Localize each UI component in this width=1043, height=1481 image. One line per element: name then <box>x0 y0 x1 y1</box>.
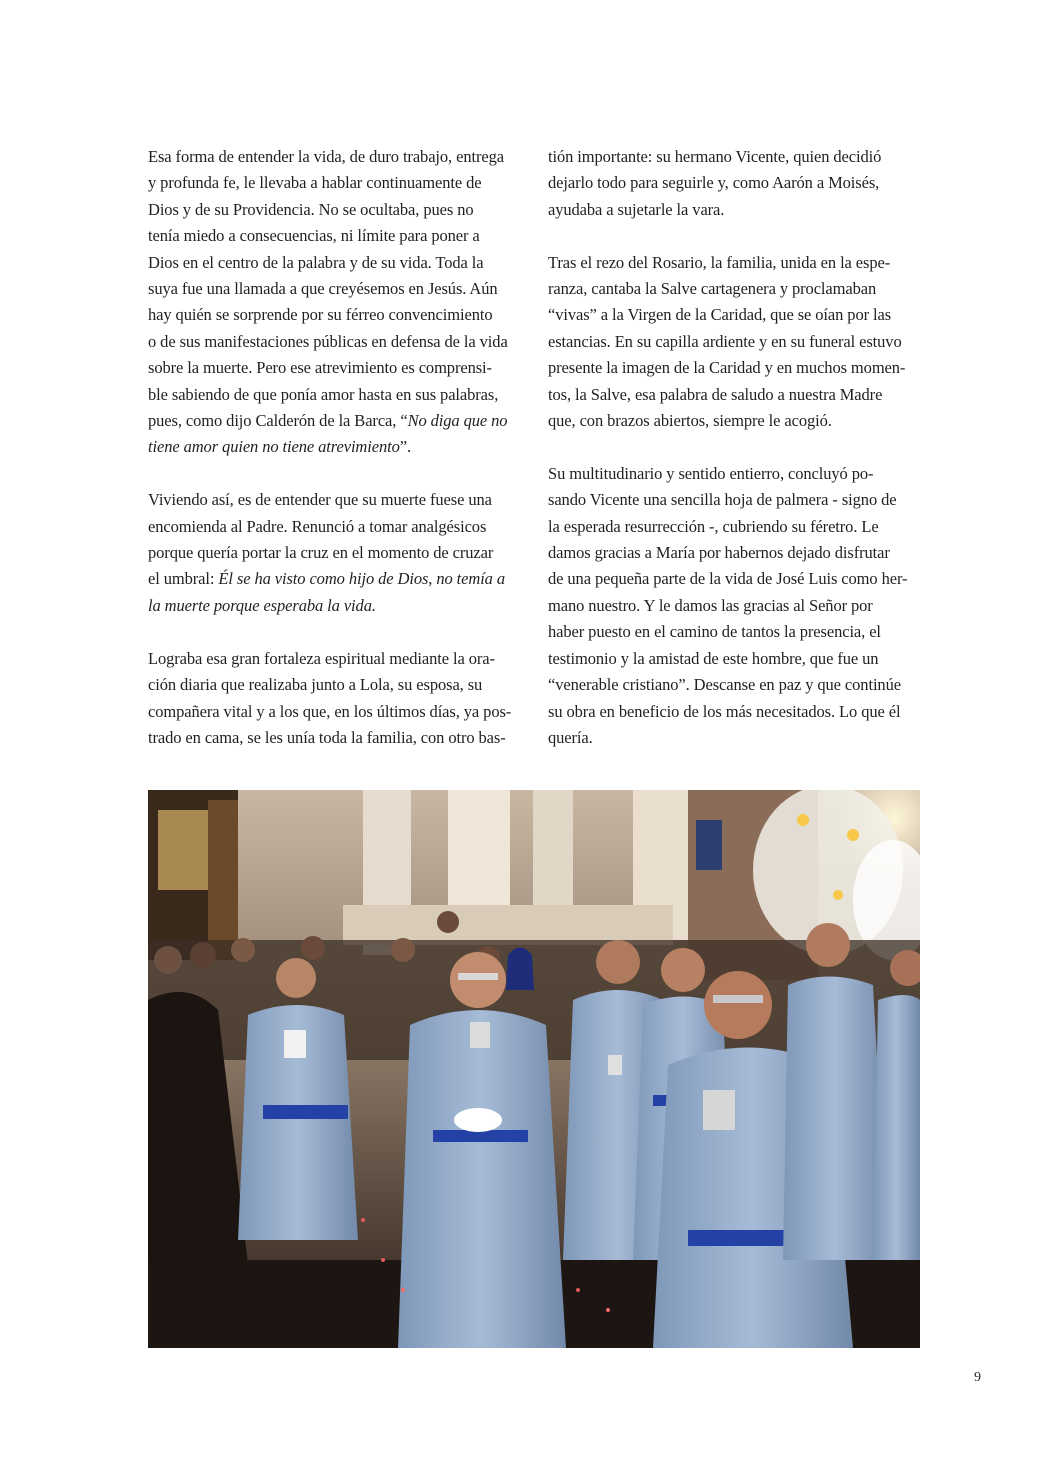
text-line: haber puesto en el camino de tantos la presencia, el <box>548 622 881 642</box>
text-line: y profunda fe, le llevaba a hablar continuamente de <box>148 173 482 193</box>
text-line: ranza, cantaba la Salve cartagenera y proclamaban <box>548 279 877 299</box>
paragraph <box>548 250 920 435</box>
text-line: que, con brazos abiertos, siempre le acogió. <box>548 411 832 431</box>
text-line: Lograba esa gran fortaleza espiritual mediante la ora- <box>148 648 495 668</box>
text-line: la esperada resurrección -, cubriendo su féretro. Le <box>548 516 879 536</box>
text-line: Tras el rezo del Rosario, la familia, unida en la espe- <box>548 252 891 272</box>
text-line: Esa forma de entender la vida, de duro trabajo, entrega <box>148 147 504 166</box>
text-line: de una pequeña parte de la vida de José Luis como her- <box>548 569 908 589</box>
text-line: Dios en el centro de la palabra y de su vida. Toda la <box>148 252 484 272</box>
right-column <box>548 144 920 751</box>
text-line: ción diaria que realizaba junto a Lola, su esposa, su <box>148 675 483 695</box>
text-line <box>148 408 520 434</box>
text-line: Su multitudinario y sentido entierro, concluyó po- <box>548 463 874 483</box>
text-line: tión importante: su hermano Vicente, quien decidió <box>548 147 882 166</box>
text-line <box>148 434 520 460</box>
text-line: o de sus manifestaciones públicas en defensa de la vida <box>148 331 508 351</box>
text-line: su obra en beneficio de los más necesitados. Lo que él <box>548 701 901 721</box>
text-line: Viviendo así, es de entender que su muerte fuese una <box>148 490 492 510</box>
text-line <box>148 593 520 619</box>
paragraph <box>148 487 520 619</box>
text-run: pues, como dijo Calderón de la Barca, “ <box>148 411 408 431</box>
text-line: ble sabiendo de que ponía amor hasta en sus palabras, <box>148 384 499 404</box>
text-run: el umbral: <box>148 569 219 589</box>
text-line: compañera vital y a los que, en los últimos días, ya pos- <box>148 701 512 721</box>
text-line: dejarlo todo para seguirle y, como Aarón a Moisés, <box>548 173 880 193</box>
text-line: “venerable cristiano”. Descanse en paz y que continúe <box>548 675 901 695</box>
text-line: ayudaba a sujetarle la vara. <box>548 199 725 219</box>
text-line: mano nuestro. Y le damos las gracias al Señor por <box>548 595 873 615</box>
quote-italic: Él se ha visto como hijo de Dios, no temía a <box>218 569 505 589</box>
paragraph <box>148 144 520 461</box>
text-line: sando Vicente una sencilla hoja de palmera - signo de <box>548 490 897 510</box>
quote-italic: la muerte porque esperaba la vida. <box>148 595 376 615</box>
text-line: estancias. En su capilla ardiente y en su funeral estuvo <box>548 331 902 351</box>
procession-illustration <box>148 790 920 1348</box>
text-line: suya fue una llamada a que creyésemos en Jesús. Aún <box>148 279 498 299</box>
text-line: porque quería portar la cruz en el momento de cruzar <box>148 543 494 563</box>
quote-italic: No diga que no <box>407 411 508 431</box>
text-line: sobre la muerte. Pero ese atrevimiento es comprensi- <box>148 358 492 378</box>
quote-italic: tiene amor quien no tiene atrevimiento <box>148 437 400 457</box>
text-line: Dios y de su Providencia. No se ocultaba, pues no <box>148 199 474 219</box>
text-line: encomienda al Padre. Renunció a tomar analgésicos <box>148 516 487 536</box>
page-number: 9 <box>974 1370 981 1385</box>
text-line: trado en cama, se les unía toda la familia, con otro bas- <box>148 727 506 747</box>
paragraph <box>548 461 920 751</box>
procession-photo <box>148 790 920 1348</box>
text-line: tos, la Salve, esa palabra de saludo a nuestra Madre <box>548 384 883 404</box>
left-column <box>148 144 520 751</box>
text-line: hay quién se sorprende por su férreo convencimiento <box>148 305 493 325</box>
text-line <box>148 566 520 592</box>
text-line: presente la imagen de la Caridad y en muchos momen- <box>548 358 906 378</box>
paragraph <box>548 144 920 223</box>
paragraph <box>148 646 520 752</box>
text-line: “vivas” a la Virgen de la Caridad, que se oían por las <box>548 305 892 325</box>
text-run: ”. <box>399 437 411 457</box>
text-line: quería. <box>548 727 593 747</box>
text-line: damos gracias a María por habernos dejado disfrutar <box>548 543 890 563</box>
text-line: tenía miedo a consecuencias, ni límite para poner a <box>148 226 480 246</box>
text-line: testimonio y la amistad de este hombre, que fue un <box>548 648 879 668</box>
